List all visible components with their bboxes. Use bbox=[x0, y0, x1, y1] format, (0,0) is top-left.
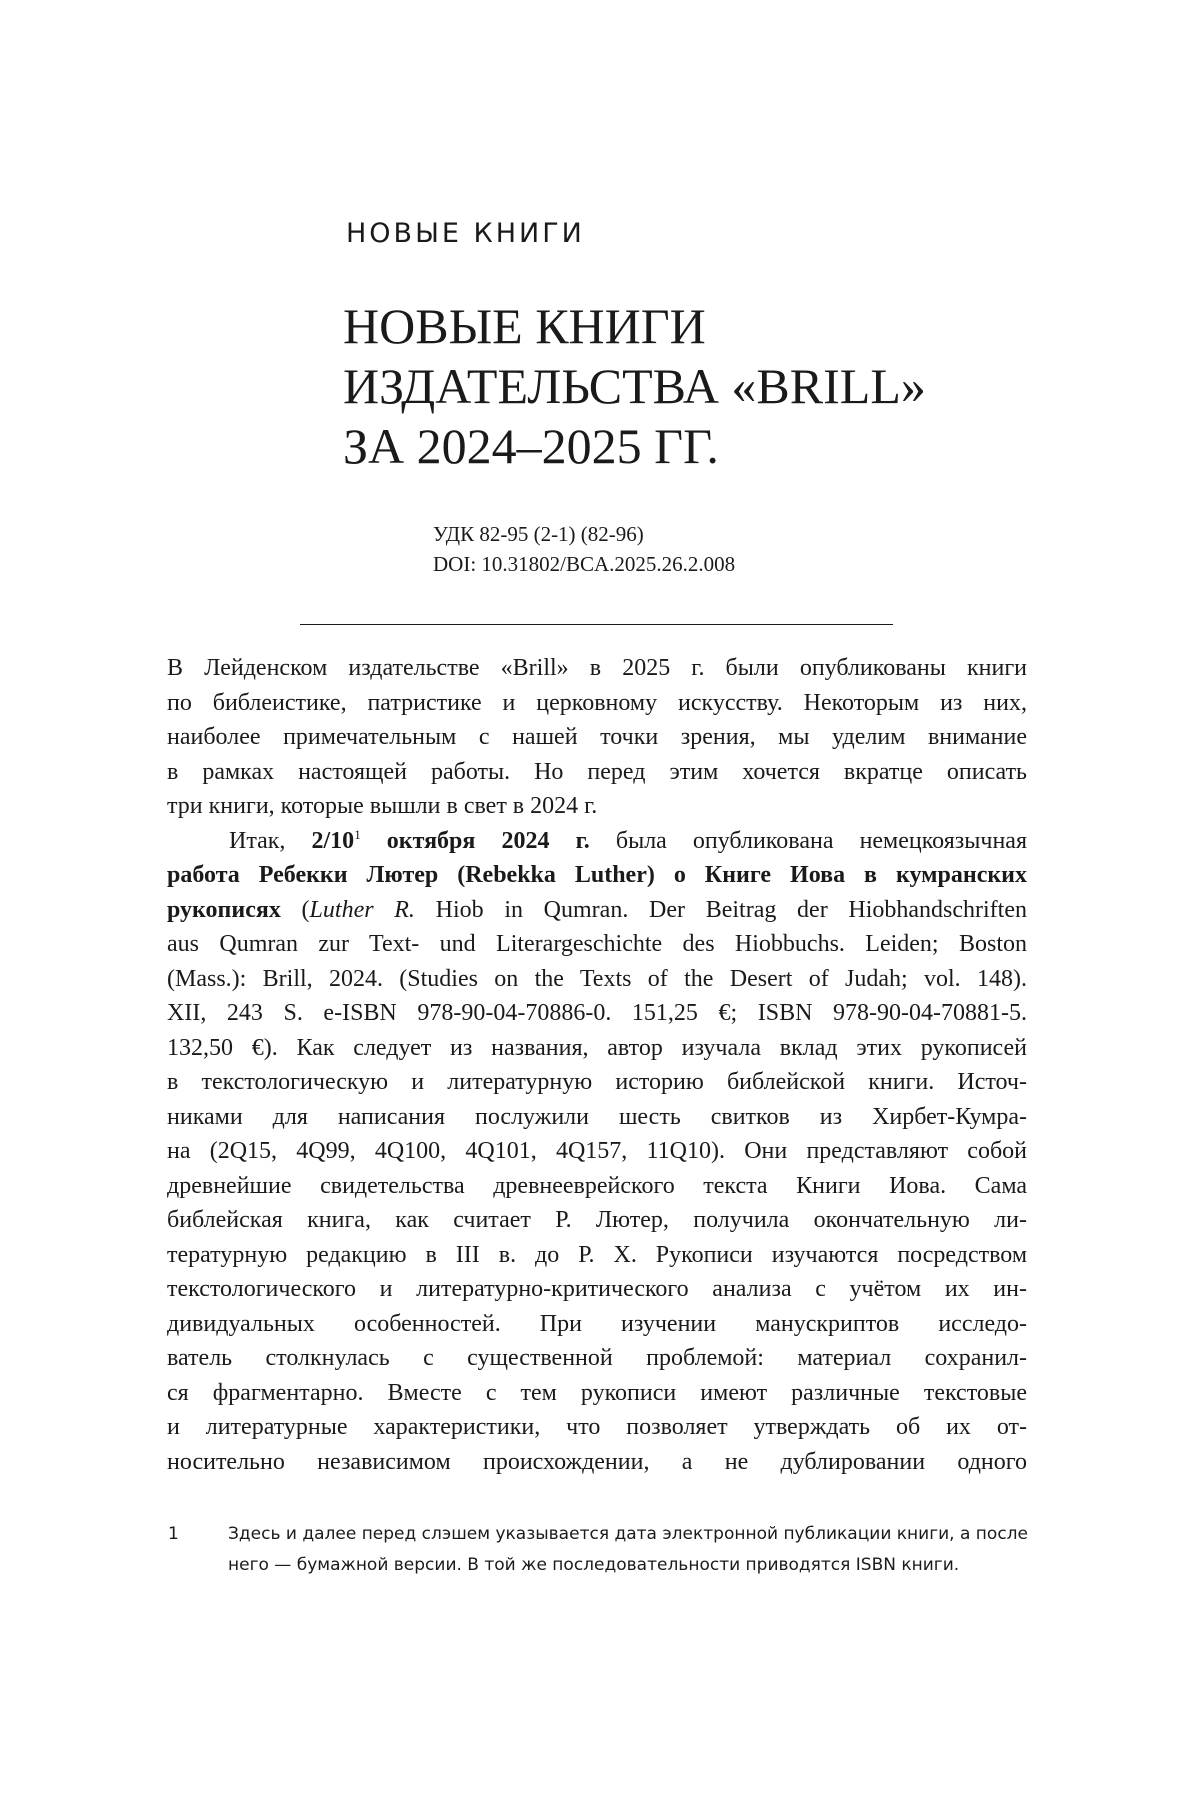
text-line: носительно независимом происхождении, а не дублировании одного bbox=[167, 1448, 1027, 1475]
text-line: XII, 243 S. e-ISBN 978-90-04-70886-0. 151,25 €; ISBN 978-90-04-70881-5. bbox=[167, 1000, 1027, 1026]
text-line: 132,50 €). Как следует из названия, автор изучала вклад этих рукописей bbox=[167, 1034, 1027, 1061]
text-line: наиболее примечательным с нашей точки зрения, мы уделим внимание bbox=[167, 724, 1027, 750]
article-meta bbox=[433, 519, 735, 579]
footnote-ref[interactable]: 1 bbox=[354, 826, 361, 842]
title-line: НОВЫЕ КНИГИ bbox=[343, 298, 706, 354]
text-line: (Mass.): Brill, 2024. (Studies on the Texts of the Desert of Judah; vol. 148). bbox=[167, 965, 1027, 992]
title-line: ЗА 2024–2025 ГГ. bbox=[343, 418, 719, 474]
text-line: текстологического и литературно-критического анализа с учётом их ин- bbox=[167, 1276, 1027, 1302]
text-line: работа Ребекки Лютер (Rebekka Luther) о Книге Иова в кумранских bbox=[167, 862, 1027, 888]
text-line: по библеистике, патристике и церковному искусству. Некоторым из них, bbox=[167, 689, 1027, 716]
text-line: В Лейденском издательстве «Brill» в 2025 г. были опубликованы книги bbox=[167, 655, 1027, 681]
title-line: ИЗДАТЕЛЬСТВА «BRILL» bbox=[343, 358, 926, 414]
text-line: в рамках настоящей работы. Но перед этим хочется вкратце описать bbox=[167, 758, 1027, 785]
text-line: в текстологическую и литературную историю библейской книги. Источ- bbox=[167, 1069, 1027, 1095]
text-line: древнейшие свидетельства древнееврейского текста Книги Иова. Сама bbox=[167, 1172, 1027, 1199]
text-line: дивидуальных особенностей. При изучении манускриптов исследо- bbox=[167, 1310, 1027, 1337]
footnote-number: 1 bbox=[168, 1524, 179, 1544]
text-line: и литературные характеристики, что позволяет утверждать об их от- bbox=[167, 1414, 1027, 1440]
footnote-line: Здесь и далее перед слэшем указывается дата электронной публикации книги, а после bbox=[228, 1524, 1028, 1544]
text-line: три книги, которые вышли в свет в 2024 г. bbox=[167, 793, 598, 819]
footnote-line: него — бумажной версии. В той же последовательности приводятся ISBN книги. bbox=[228, 1555, 960, 1575]
text-line: тературную редакцию в III в. до Р. Х. Рукописи изучаются посредством bbox=[167, 1241, 1027, 1268]
udk-code: УДК 82-95 (2-1) (82-96) bbox=[433, 522, 644, 546]
article-title bbox=[343, 296, 1043, 476]
footnote-text bbox=[228, 1519, 1028, 1581]
section-label: НОВЫЕ КНИГИ bbox=[346, 218, 585, 249]
text-line: ватель столкнулась с существенной проблемой: материал сохранил- bbox=[167, 1345, 1027, 1371]
text-line: рукописях (Luther R. Hiob in Qumran. Der Beitrag der Hiobhandschriften bbox=[167, 896, 1027, 923]
doi: DOI: 10.31802/BCA.2025.26.2.008 bbox=[433, 552, 736, 576]
text-line: ся фрагментарно. Вместе с тем рукописи имеют различные текстовые bbox=[167, 1379, 1027, 1406]
text-line: aus Qumran zur Text- und Literargeschichte des Hiobbuchs. Leiden; Boston bbox=[167, 931, 1027, 957]
text-line: библейская книга, как считает Р. Лютер, получила окончательную ли- bbox=[167, 1207, 1027, 1233]
footnote bbox=[168, 1519, 1028, 1581]
text-line: Итак, $2/10^1$ октября 2024 г. была опубликована немецкоязычная bbox=[229, 826, 1027, 854]
divider bbox=[300, 624, 893, 625]
text-line: никами для написания послужили шесть свитков из Хирбет-Кумра- bbox=[167, 1103, 1027, 1130]
text-line: на (2Q15, 4Q99, 4Q100, 4Q101, 4Q157, 11Q10). Они представляют собой bbox=[167, 1138, 1027, 1164]
body-text bbox=[167, 651, 1027, 1479]
